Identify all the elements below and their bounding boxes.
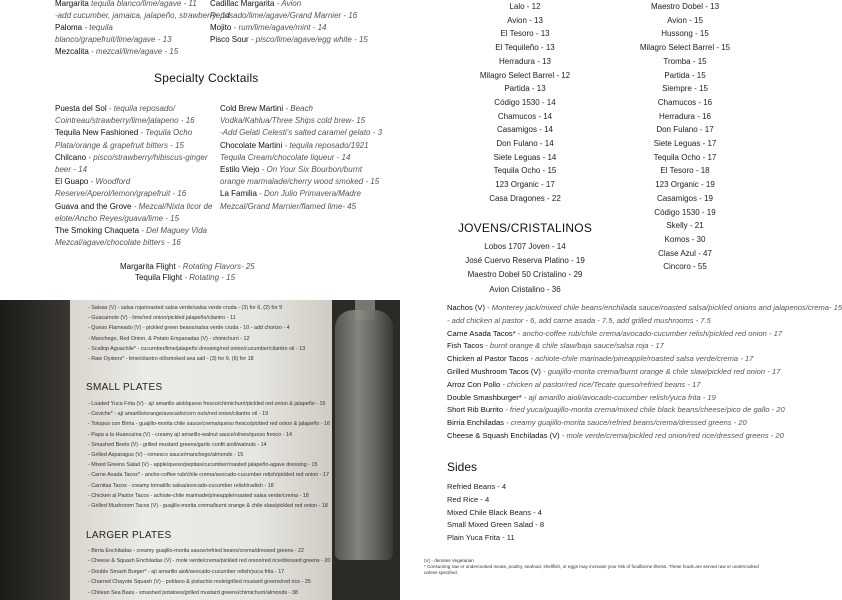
list-item: Casa Dragones - 22 — [489, 193, 561, 203]
menu-item-desc: Reserve/Aperol/lemon/grapefruit - 16 — [55, 189, 187, 199]
photo-menu-item: - Queso Flameado (V) - pickled green beans/salsa verde cruda - 10 - add chorizo - 4 — [88, 325, 290, 332]
list-item: Siempre - 15 — [662, 84, 708, 94]
photo-menu-item: - Carnitas Tacos - creamy tomatillo salsa/avocado-cucumber relish/radish - 18 — [88, 482, 274, 489]
menu-item-desc: Vodka/Kahlua/Three Ships cold brew- 15 — [220, 116, 366, 126]
photo-menu-item: - Chilean Sea Bass - smashed potatoes/grilled mustard greens/chimichurri/almonds - 38 — [88, 589, 299, 596]
footnotes — [424, 558, 764, 576]
list-item: Avion - 13 — [507, 15, 543, 25]
list-item: Small Mixed Green Salad - 8 — [447, 520, 545, 530]
menu-item-name: Double Smashburger* — [447, 392, 522, 402]
list-item: Milagro Select Barrel - 12 — [479, 70, 571, 80]
menu-photo — [0, 300, 400, 600]
menu-item — [210, 22, 368, 34]
photo-menu-item: - Grilled Mushroom Tacos (V) - guajillo-morita crema/burnt orange & chile slaw/pickled red onion - 18 — [88, 503, 328, 509]
menu-item — [220, 115, 382, 127]
menu-item-name: Carne Asada Tacos* — [447, 328, 516, 338]
list-item: Plain Yuca Frita - 11 — [447, 533, 515, 543]
list-item: Chamucos - 16 — [657, 97, 713, 107]
menu-item — [55, 237, 212, 249]
menu-item-desc: - Del Maguey Vida — [141, 226, 207, 236]
list-item: Herradura - 16 — [658, 111, 712, 121]
menu-item-name: Cheese & Squash Enchiladas (V) — [447, 430, 560, 440]
menu-item — [55, 152, 212, 164]
menu-item — [55, 34, 230, 46]
menu-item — [447, 430, 842, 443]
photo-menu-item: - Manchego, Red Onion, & Potato Empanadas (V) - chimichurri - 12 — [88, 335, 250, 342]
menu-item — [447, 379, 842, 392]
water-glass — [335, 310, 393, 560]
menu-item-desc: Tequila Cream/chocolate liqueur - 14 — [220, 152, 351, 162]
list-item: Maestro Dobel 50 Cristalino - 29 — [467, 270, 583, 280]
photo-menu-item: - Carne Asada Tacos* - ancho-coffee rub/chile crema/avocado-cucumber relish/pickled red onion - 17 — [88, 472, 330, 479]
menu-item-desc: -add cucumber, jamaica, jalapeño, strawberry- 14 — [55, 11, 231, 20]
menu-item — [447, 392, 842, 405]
menu-item — [120, 261, 255, 272]
menu-item-name: Chicken al Pastor Tacos — [447, 354, 529, 364]
menu-item-desc: beer - 14 — [55, 165, 88, 175]
table-shadow — [0, 300, 70, 600]
menu-item-desc: - On Your Six Bourbon/burnt — [261, 165, 363, 175]
photo-menu-item: - Ceviche* - ají amarillo/orange/avocado/corn nuts/red onion/cilantro oil - 19 — [88, 411, 269, 418]
photo-menu-item: - Totopos con Birria - guajillo-morita chile sauce/crema/queso fresco/pickled red onion & jalapeño - 16 — [88, 421, 331, 428]
menu-item-desc: - tequila reposado/1921 — [284, 140, 369, 150]
menu-item-name: The Smoking Chaqueta — [55, 226, 140, 236]
menu-item — [55, 103, 212, 115]
menu-item-desc: - creamy guajillo-morita sauce/refried beans/crema/dressed greens - 20 — [506, 418, 747, 428]
menu-item — [220, 103, 382, 115]
menu-item-name: Fish Tacos — [447, 341, 484, 351]
menu-item — [55, 225, 212, 237]
list-item: Código 1530 - 19 — [654, 207, 716, 217]
jovens-title: JOVENS/CRISTALINOS — [457, 221, 593, 235]
list-item: Milagro Select Barrel - 15 — [639, 43, 731, 53]
menu-item-name: Cadillac Margarita — [210, 0, 275, 8]
list-item: Tequila Ocho - 17 — [653, 152, 717, 162]
menu-item-name: Estilo Viejo — [220, 165, 260, 175]
menu-item — [120, 272, 250, 283]
classic-cocktails-left — [55, 0, 230, 58]
menu-item-desc: - Beach — [285, 104, 313, 113]
list-item: El Tesoro - 18 — [660, 166, 710, 176]
menu-item-name: Margarita — [55, 0, 89, 8]
menu-item-desc: elote/Ancho Reyes/guava/lime - 15 — [55, 213, 180, 223]
list-item: Clase Azul - 47 — [658, 248, 712, 258]
menu-item-desc: - Rotating - 15 — [184, 273, 236, 282]
tequila-panel — [400, 0, 800, 300]
menu-item-desc: - Woodford — [90, 177, 131, 187]
menu-item-name: Paloma — [55, 23, 83, 32]
menu-item — [447, 302, 842, 315]
photo-menu-item: - Charred Chayote Squash (V) - poblano & pistachio mole/grilled mustard greens/red rice - 25 — [88, 579, 311, 586]
list-item: Skelly - 21 — [666, 221, 704, 231]
photo-menu-item: - Papa a la Huancaína (V) - creamy ají amarillo-walnut sauce/olives/queso fresco - 14 — [88, 431, 293, 438]
menu-item — [55, 46, 230, 58]
menu-item-desc: - Rotating Flavors- 25 — [177, 262, 255, 271]
menu-item-desc: - add chicken al pastor - 6, add carne asada - 7.5, add grilled mushrooms - 7.5 — [447, 315, 711, 325]
menu-item — [55, 127, 212, 139]
menu-item-desc: tequila blanco/lime/agave - 11 — [91, 0, 197, 8]
larger-plates-title: LARGER PLATES — [86, 530, 172, 541]
classic-cocktails-right — [210, 0, 368, 46]
menu-item — [220, 140, 382, 152]
small-plates-title: SMALL PLATES — [86, 382, 163, 393]
flights-list — [120, 261, 255, 283]
menu-item-name: Puesta del Sol — [55, 104, 107, 113]
list-item: Casamigos - 19 — [656, 193, 714, 203]
list-item: Red Rice - 4 — [447, 494, 490, 504]
list-item: Komos - 30 — [664, 234, 706, 244]
menu-item-desc: - mezcal/lime/agave - 15 — [91, 47, 179, 56]
menu-item — [210, 34, 368, 46]
menu-item — [55, 115, 212, 127]
photo-menu-item: - Guacamole (V) - lime/red onion/pickled jalapeño/cilantro - 11 — [88, 315, 236, 322]
menu-item — [55, 22, 230, 34]
menu-item-desc: orange marmalade/cherry wood smoked - 15 — [220, 177, 380, 187]
list-item: Herradura - 13 — [498, 56, 552, 66]
menu-item-desc: - ancho-coffee rub/chile crema/avocado-cucumber relish/pickled red onion - 17 — [517, 328, 783, 338]
menu-item — [55, 188, 212, 200]
menu-item-desc: - Mezcal/Nixta licor de — [133, 201, 213, 211]
list-item: Partida - 15 — [664, 70, 706, 80]
menu-item — [220, 127, 382, 139]
menu-item-desc: - Tequila Ocho — [140, 128, 193, 138]
menu-item-name: Birria Enchiladas — [447, 418, 504, 428]
menu-item-desc: - mole verde/crema/pickled red onion/red rice/dressed greens - 20 — [561, 430, 784, 440]
list-item: Refried Beans - 4 — [447, 482, 507, 491]
menu-item-desc: - tequila — [84, 23, 113, 32]
menu-item — [447, 417, 842, 430]
tequila-column-1 — [460, 0, 590, 206]
list-item: El Tequileño - 13 — [495, 43, 555, 53]
menu-item-name: Tequila Flight — [134, 273, 183, 282]
menu-item — [55, 201, 212, 213]
list-item: Tequila Ocho - 15 — [493, 166, 557, 176]
menu-item-desc: - fried yuca/guajillo-morita crema/mixed chile black beans/cheese/pico de gallo - 20 — [505, 405, 785, 415]
photo-menu-item: - Cheese & Squash Enchiladas (V) - mole verde/crema/pickled red onion/red rice/dressed greens - 20 — [88, 558, 331, 565]
photo-menu-item: - Birria Enchiladas - creamy guajillo-morita sauce/refried beans/crema/dressed greens - 22 — [88, 548, 305, 554]
menu-item-desc: - pisco/strawberry/hibiscus-ginger — [88, 152, 208, 162]
menu-item-name: Mojito — [210, 23, 232, 32]
menu-item-name: La Familia — [220, 189, 257, 199]
menu-item — [220, 164, 382, 176]
mains-panel — [400, 300, 842, 600]
menu-item-desc: -Add Gelati Celesti's salted caramel gelato - 3 — [220, 128, 383, 138]
photo-menu-item: - Smashed Beets (V) - grilled mustard greens/garlic confit aioli/walnuts - 14 — [88, 441, 267, 448]
photo-menu-item: - Mixed Greens Salad (V) - apple/queso/pepitas/cucumber/roasted jalapeño-agave dressing - 15 — [88, 462, 318, 469]
menu-item-desc: - rum/lime/agave/mint - 14 — [233, 23, 327, 32]
menu-item-name: Tequila New Fashioned — [55, 128, 139, 138]
menu-item-desc: - pisco/lime/agave/egg white - 15 — [250, 35, 368, 44]
menu-item — [220, 176, 382, 188]
specialty-left-list — [55, 103, 212, 249]
photo-menu-item: - Salsas (V) - salsa roja/roasted salsa verde/salsa verde cruda - (3) for 6, (2) for 9 — [88, 305, 283, 311]
menu-item-desc: Plata/orange & grapefruit bitters - 15 — [55, 140, 184, 150]
list-item: Lalo - 12 — [509, 2, 541, 11]
list-item: Chamucos - 14 — [497, 111, 553, 121]
cocktails-panel — [0, 0, 400, 300]
jovens-list — [455, 240, 595, 297]
menu-item-name: Chilcano — [55, 152, 87, 162]
photo-menu-item: - Double Smash Burger* - ají amarillo aioli/avocado-cucumber relish/yuca frita - 17 — [88, 568, 285, 575]
menu-item-desc: - ají amarillo aioli/avocado-cucumber relish/yuca frita - 19 — [523, 392, 716, 402]
mains-list — [447, 302, 842, 443]
list-item: Mixed Chile Black Beans - 4 — [447, 507, 542, 517]
list-item: Cincoro - 55 — [663, 262, 707, 272]
list-item: José Cuervo Reserva Platino - 19 — [465, 256, 585, 266]
menu-item — [447, 366, 842, 379]
sides-list — [447, 481, 544, 545]
list-item: 123 Organic - 19 — [655, 180, 715, 190]
list-item: Maestro Dobel - 13 — [650, 2, 720, 11]
list-item: El Tesoro - 13 — [500, 29, 550, 39]
menu-item-name: Margarita Flight — [120, 262, 176, 271]
menu-item-desc: - Monterey jack/mixed chile beans/enchilada sauce/roasted salsa/pickled onions and jalapenos/crema- 15 — [487, 303, 842, 312]
menu-item — [447, 340, 842, 353]
footnote-vegetarian: (V) - denotes Vegetarian — [424, 558, 474, 563]
specialty-cocktails-title: Specialty Cocktails — [154, 71, 259, 85]
photo-menu-item: - Loaded Yuca Frita (V) - ají amarillo aioli/queso fresco/chimichurri/pickled red onion & jalapeño - 15 — [88, 401, 326, 407]
list-item: Siete Leguas - 14 — [493, 152, 557, 162]
list-item: Código 1530 - 14 — [494, 97, 556, 107]
menu-item-name: Grilled Mushroom Tacos (V) — [447, 366, 541, 376]
menu-item — [447, 404, 842, 417]
menu-item — [210, 10, 368, 22]
menu-item — [55, 10, 230, 22]
menu-item-desc: Reposado/lime/agave/Grand Marnier - 16 — [210, 11, 358, 20]
menu-item — [55, 164, 212, 176]
list-item: Lobos 1707 Joven - 14 — [484, 242, 566, 251]
menu-item-desc: Mezcal/agave/chocolate bitters - 16 — [55, 238, 181, 248]
menu-item-desc: - guajillo-morita crema/burnt orange & chile slaw/pickled red onion - 17 — [543, 366, 781, 376]
menu-item — [220, 188, 382, 200]
menu-item-desc: - chicken al pastor/red rice/Tecate queso/refried beans - 17 — [502, 379, 701, 389]
menu-item-name: Nachos (V) — [447, 303, 485, 312]
menu-item-desc: - achiote-chile marinade/pineapple/roasted salsa verde/crema - 17 — [530, 354, 754, 364]
list-item: 123 Organic - 17 — [495, 180, 555, 190]
photo-menu-item: - Chicken al Pastor Tacos - achiote-chile marinade/pineapple/roasted salsa verde/crema - 18 — [88, 492, 309, 499]
menu-item — [447, 328, 842, 341]
menu-item-name: Chocolate Martini — [220, 140, 283, 150]
menu-item — [220, 152, 382, 164]
list-item: Hussong - 15 — [661, 29, 709, 39]
photo-menu-item: - Scallop Aguachile* - cucumber/lime/jalapeño dressing/red onion/cucumber/cilantro oil - 13 — [88, 345, 306, 352]
menu-item-name: Cold Brew Martini — [220, 104, 284, 113]
sides-title: Sides — [447, 460, 478, 474]
menu-item-desc: - Don Julio Primavera/Madre — [259, 189, 361, 199]
menu-item-desc: blanco/grapefruit/lime/agave - 13 — [55, 35, 172, 44]
photo-menu-item: - Raw Oysters* - lime/cilantro oil/smoked sea salt - (3) for 9, (6) for 18 — [88, 356, 254, 362]
menu-item — [447, 315, 842, 328]
menu-item-name: Arroz Con Pollo — [447, 379, 501, 389]
list-item: Siete Leguas - 17 — [653, 139, 717, 149]
list-item: Don Fulano - 17 — [656, 125, 714, 135]
menu-item-name: El Guapo — [55, 177, 89, 187]
list-item: Partida - 13 — [504, 84, 546, 94]
tequila-column-2 — [620, 0, 750, 274]
menu-item-desc: - Avion — [276, 0, 302, 8]
menu-item — [220, 201, 382, 213]
menu-item — [210, 0, 368, 10]
menu-item-desc: - burnt orange & chile slaw/baja sauce/salsa roja - 17 — [485, 341, 664, 351]
menu-item — [55, 0, 230, 10]
menu-item — [447, 353, 842, 366]
list-item: Casamigos - 14 — [496, 125, 554, 135]
menu-item-desc: Mezcal/Grand Marnier/flamed lime- 45 — [220, 201, 357, 211]
footnote-raw-warning: * Consuming raw or undercooked meats, poultry, seafood, shellfish, or eggs may increase your risk of foodborne illness. These foods are served raw or undercooked unless specified. — [424, 564, 759, 575]
list-item: Don Fulano - 14 — [496, 139, 554, 149]
specialty-right-list — [220, 103, 382, 213]
list-item: Avion - 15 — [667, 15, 703, 25]
menu-item — [55, 140, 212, 152]
menu-item-name: Pisco Sour — [210, 35, 249, 44]
list-item: Tromba - 15 — [663, 56, 707, 66]
menu-item-desc: Cointreau/strawberry/lime/jalapeno - 16 — [55, 116, 195, 126]
menu-item-name: Guava and the Grove — [55, 201, 132, 211]
menu-item — [55, 176, 212, 188]
photo-menu-item: - Grilled Asparagus (V) - romesco sauce/manchego/almonds - 15 — [88, 452, 244, 458]
menu-item-desc: - tequila reposado/ — [108, 104, 176, 113]
menu-item-name: Short Rib Burrito — [447, 405, 504, 415]
list-item: Avion Cristalino - 36 — [489, 284, 561, 294]
menu-item-name: Mezcalita — [55, 47, 89, 56]
menu-item — [55, 213, 212, 225]
